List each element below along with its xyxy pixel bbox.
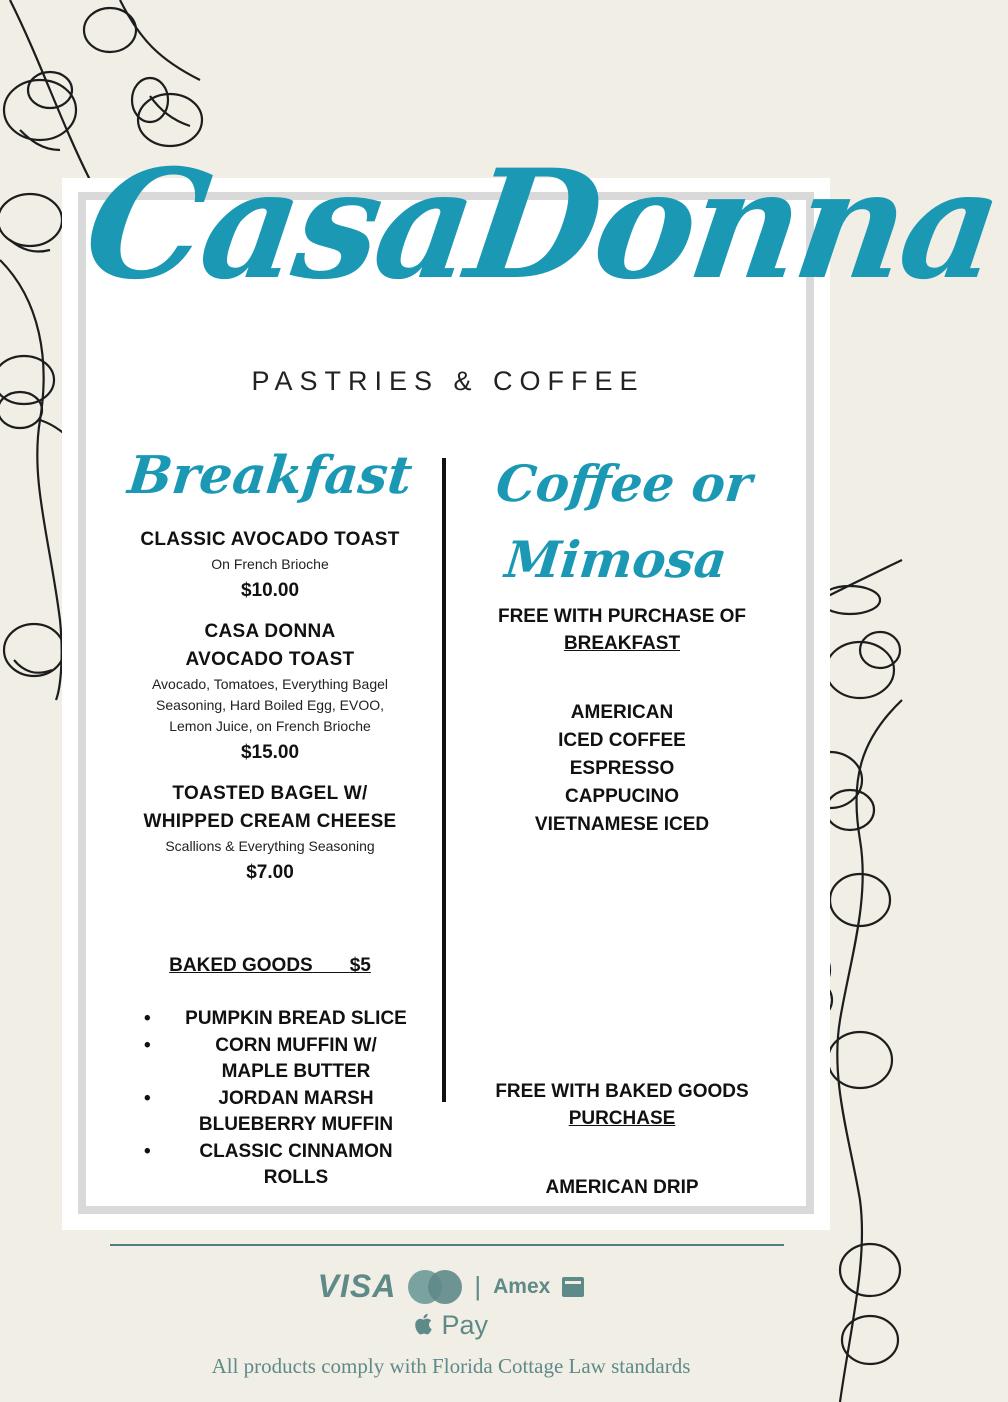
item-description: Lemon Juice, on French Brioche — [169, 718, 371, 734]
offer-link: PURCHASE — [568, 1108, 676, 1129]
baked-goods-price: $5 — [349, 955, 371, 976]
separator: | — [474, 1271, 482, 1301]
drink-item: AMERICAN — [570, 702, 674, 723]
brand-title: CasaDonna — [75, 137, 1008, 313]
payment-methods — [0, 1268, 902, 1305]
item-name: AVOCADO TOAST — [185, 649, 355, 670]
baked-goods-heading — [110, 952, 430, 979]
breakfast-item-1 — [110, 526, 430, 605]
coffee-drinks-list — [470, 699, 774, 839]
offer-text: FREE WITH BAKED GOODS — [495, 1081, 749, 1102]
drink-item: CAPPUCINO — [564, 786, 679, 807]
item-description: Avocado, Tomatoes, Everything Bagel — [151, 676, 389, 692]
item-price: $7.00 — [246, 862, 294, 883]
item-description: Scallions & Everything Seasoning — [165, 838, 375, 854]
column-divider — [442, 458, 446, 1102]
item-name: WHIPPED CREAM CHEESE — [143, 811, 397, 832]
item-name: TOASTED BAGEL W/ — [172, 783, 368, 804]
brand-tagline: PASTRIES & COFFEE — [251, 366, 645, 396]
item-description: On French Brioche — [211, 556, 329, 572]
baked-goods-label: BAKED GOODS — [169, 955, 313, 976]
apple-pay: Pay — [0, 1310, 902, 1341]
coffee-offer-baked — [470, 1078, 774, 1132]
apple-icon — [414, 1312, 434, 1336]
offer-text: FREE WITH PURCHASE OF — [497, 606, 747, 627]
legal-note: All products comply with Florida Cottage Law standards — [211, 1354, 691, 1378]
drink-item: ICED COFFEE — [558, 730, 686, 751]
list-item: • CORN MUFFIN W/ MAPLE BUTTER — [140, 1033, 430, 1085]
mastercard-icon — [408, 1270, 462, 1304]
breakfast-title: Breakfast — [125, 445, 416, 506]
coffee-offer-breakfast — [470, 603, 774, 657]
amex-logo: Amex — [493, 1274, 551, 1298]
card-icon — [562, 1277, 584, 1297]
footer-divider — [110, 1244, 784, 1246]
item-name: CLASSIC AVOCADO TOAST — [140, 529, 400, 550]
offer-link: BREAKFAST — [563, 633, 681, 654]
item-description: Seasoning, Hard Boiled Egg, EVOO, — [155, 697, 385, 713]
list-item: • JORDAN MARSH BLUEBERRY MUFFIN — [140, 1086, 430, 1138]
item-name: CASA DONNA — [204, 621, 336, 642]
baked-goods-list — [140, 1006, 430, 1192]
coffee-drip: AMERICAN DRIP — [545, 1177, 699, 1198]
drink-item: VIETNAMESE ICED — [534, 814, 710, 835]
list-item: • PUMPKIN BREAD SLICE — [140, 1006, 430, 1032]
breakfast-item-2 — [110, 618, 430, 767]
item-price: $15.00 — [240, 742, 300, 763]
item-price: $10.00 — [240, 580, 300, 601]
breakfast-item-3 — [110, 780, 430, 887]
coffee-title: Coffee or Mimosa — [493, 454, 755, 589]
visa-logo: VISA — [317, 1268, 397, 1304]
list-item: • CLASSIC CINNAMON ROLLS — [140, 1139, 430, 1191]
drink-item: ESPRESSO — [569, 758, 675, 779]
